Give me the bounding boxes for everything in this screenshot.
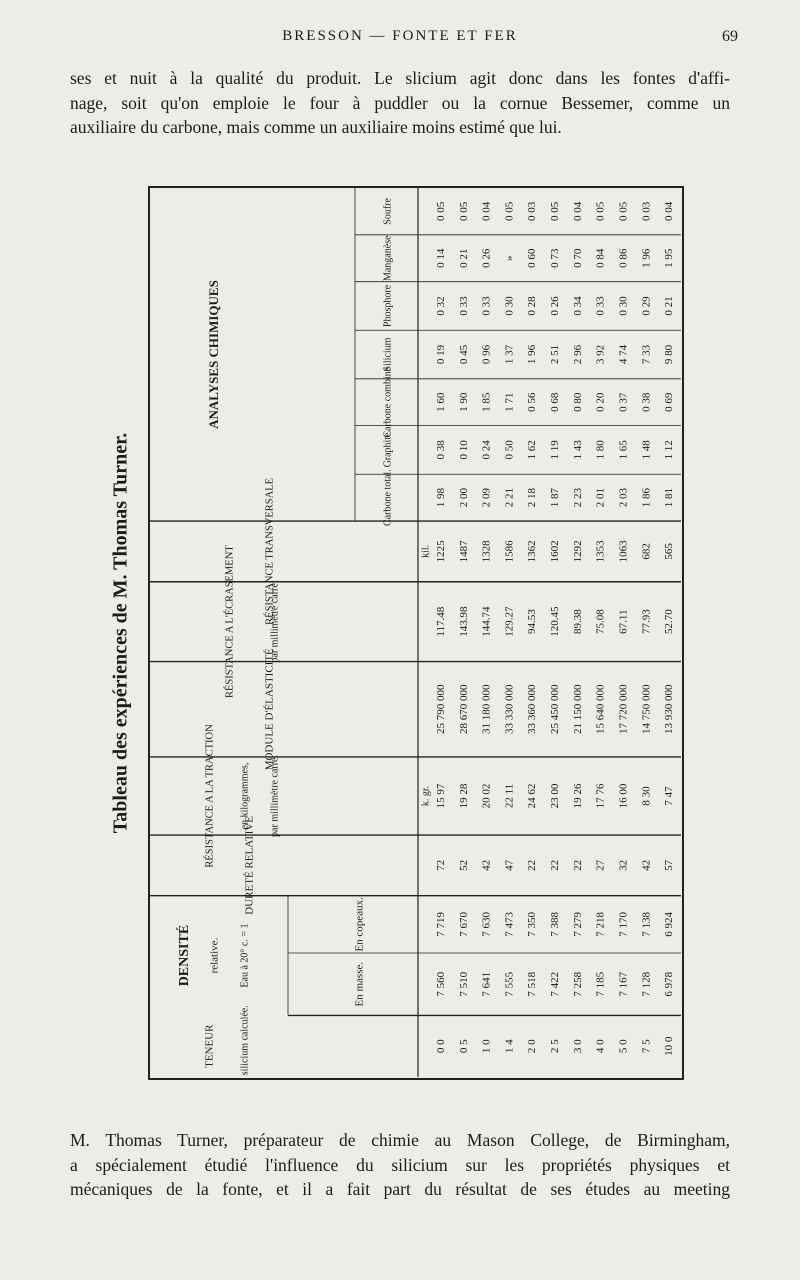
page-number: 69: [722, 28, 738, 45]
header-silicium: Silicium: [382, 337, 394, 372]
table-cell: 7 422: [549, 971, 562, 997]
header-durete: DURETÉ RELATIVE: [243, 816, 256, 915]
table-cell: 0 29: [640, 296, 653, 316]
table-cell: 1 71: [503, 392, 516, 412]
table-cell: 94.53: [526, 609, 539, 635]
table-cell: 1 81: [663, 488, 676, 508]
table-cell: 0 28: [526, 296, 539, 316]
paragraph-bottom: [70, 1128, 730, 1202]
table-cell: 1353: [594, 540, 607, 563]
table-cell: 0 30: [617, 296, 630, 316]
table-cell: 47: [503, 859, 516, 871]
table-cell: 19 26: [571, 783, 584, 809]
table-cell: 0 84: [594, 248, 607, 268]
table-cell: 31 180 000: [480, 684, 493, 735]
table-cell: 7 279: [571, 911, 584, 937]
table-cell: 27: [594, 859, 607, 871]
data-table: [148, 186, 684, 1080]
table-cell: 0 0: [434, 1039, 447, 1054]
table-cell: 3 0: [571, 1039, 584, 1054]
table-cell: 1 87: [549, 488, 562, 508]
table-cell: 0 05: [549, 201, 562, 222]
text-line: M. Thomas Turner, préparateur de chimie au Mason College, de Birmingham,: [70, 1130, 730, 1150]
table-cell: 1 19: [549, 440, 562, 460]
table-cell: 0 50: [503, 440, 516, 460]
table-cell: 1487: [457, 540, 470, 563]
paragraph-top: [70, 66, 730, 140]
header-carbone-total: Carbone total.: [382, 469, 394, 526]
header-ecrasement: RÉSISTANCE A L'ÉCRASEMENT: [224, 545, 236, 699]
table-cell: 25 450 000: [549, 684, 562, 735]
table-cell: 0 60: [526, 248, 539, 268]
table-cell: 0 05: [617, 201, 630, 222]
table-cell: 0 96: [480, 344, 493, 365]
table-cell: 0 05: [594, 201, 607, 222]
table-cell: 7 350: [526, 911, 539, 937]
table-cell: 0 30: [503, 296, 516, 316]
table-cell: 22 11: [503, 783, 516, 809]
header-analyses: ANALYSES CHIMIQUES: [205, 280, 221, 429]
table-cell: 20 02: [480, 783, 493, 809]
table-cell: 1 65: [617, 440, 630, 460]
table-cell: 1328: [480, 540, 493, 563]
table-cell: 0 26: [480, 248, 493, 268]
table-cell: 2 01: [594, 488, 607, 508]
header-transversale: RÉSISTANCE TRANSVERSALE: [264, 477, 276, 625]
table-cell: 75.08: [594, 609, 607, 635]
table-cell: 7 473: [503, 911, 516, 937]
header-soufre: Soufre: [382, 198, 394, 225]
table-cell: 5 0: [617, 1039, 630, 1054]
table-cell: 7 170: [617, 911, 630, 937]
table-cell: 2 03: [617, 488, 630, 508]
header-densite-eau: Eau à 20° c. = 1: [239, 923, 251, 988]
table-cell: 0 33: [457, 296, 470, 316]
table-cell: 21 150 000: [571, 684, 584, 735]
header-traction-unit: k. gr.: [420, 785, 432, 807]
table-cell: 7 641: [480, 971, 493, 997]
table-cell: 0 5: [457, 1039, 470, 1054]
table-cell: 1362: [526, 540, 539, 563]
table-cell: 1 48: [640, 440, 653, 460]
header-graphite: Graphite: [382, 432, 394, 468]
table-cell: 2 5: [549, 1039, 562, 1054]
table-cell: 1 96: [526, 344, 539, 365]
table-cell: 42: [640, 859, 653, 871]
table-cell: 682: [640, 543, 653, 560]
table-cell: 22: [526, 859, 539, 871]
table-cell: 0 33: [480, 296, 493, 316]
table-cell: 7 258: [571, 971, 584, 997]
table-cell: 0 19: [434, 344, 447, 365]
table-cell: 2 00: [457, 488, 470, 508]
data-table-svg: [150, 188, 681, 1077]
table-cell: 1 98: [434, 488, 447, 508]
table-cell: 15 640 000: [594, 684, 607, 735]
table-cell: 7 630: [480, 911, 493, 937]
table-cell: 14 750 000: [640, 684, 653, 735]
table-cell: 1 0: [480, 1039, 493, 1054]
table-cell: »: [503, 255, 516, 262]
table-cell: 1586: [503, 540, 516, 563]
header-phosphore: Phosphore: [382, 284, 394, 328]
header-traction-mm: par millimètre carré.: [269, 755, 281, 837]
table-cell: 7 719: [434, 911, 447, 937]
table-cell: 1 95: [663, 248, 676, 268]
table-cell: 72: [434, 859, 447, 871]
text-line: mécaniques de la fonte, et il a fait part du résultat de ses études au meeting: [70, 1179, 730, 1199]
table-cell: 0 04: [663, 201, 676, 222]
table-cell: 7 33: [640, 344, 653, 365]
table-cell: 0 20: [594, 392, 607, 412]
header-traction: RÉSISTANCE A LA TRACTION: [204, 724, 216, 868]
text-line: ses et nuit à la qualité du produit. Le slicium agit donc dans les fontes d'affi-: [70, 68, 730, 88]
table-cell: 42: [480, 859, 493, 871]
table-cell: 7 560: [434, 971, 447, 997]
table-cell: 7 510: [457, 971, 470, 997]
table-cell: 67.11: [617, 609, 630, 634]
table-cell: 7 128: [640, 971, 653, 997]
table-cell: 15 97: [434, 783, 447, 809]
table-cell: 0 38: [434, 440, 447, 460]
table-cell: 120.45: [549, 606, 562, 637]
table-cell: 7 5: [640, 1039, 653, 1054]
table-cell: 7 218: [594, 911, 607, 937]
table-cell: 23 00: [549, 783, 562, 809]
table-cell: 9 80: [663, 344, 676, 365]
table-cell: 52: [457, 859, 470, 871]
header-transversale-unit: kil.: [420, 544, 432, 558]
table-cell: 117.48: [434, 606, 447, 637]
table-cell: 1225: [434, 540, 447, 563]
table-cell: 0 26: [549, 296, 562, 316]
table-cell: 0 24: [480, 440, 493, 460]
table-cell: 2 96: [571, 344, 584, 365]
table-cell: 4 74: [617, 344, 630, 365]
table-cell: 1 43: [571, 440, 584, 460]
table-cell: 0 05: [434, 201, 447, 222]
table-cell: 1 62: [526, 440, 539, 460]
table-cell: 7 518: [526, 971, 539, 997]
table-cell: 2 0: [526, 1039, 539, 1054]
table-cell: 0 04: [571, 201, 584, 222]
header-densite: DENSITÉ: [177, 924, 193, 987]
running-title: BRESSON — FONTE ET FER: [282, 28, 518, 44]
table-cell: 0 70: [571, 248, 584, 268]
table-cell: 57: [663, 859, 676, 871]
table-cell: 2 09: [480, 488, 493, 508]
table-cell: 3 92: [594, 344, 607, 365]
table-cell: 22: [549, 859, 562, 871]
header-carbone-combine: Carbone combiné: [382, 366, 394, 438]
table-cell: 13 930 000: [663, 684, 676, 735]
header-teneur: TENEUR: [203, 1024, 216, 1068]
table-cell: 89.38: [571, 609, 584, 635]
table-cell: 129.27: [503, 606, 516, 637]
table-cell: 17 76: [594, 783, 607, 809]
table-cell: 1292: [571, 540, 584, 563]
table-cell: 52.70: [663, 609, 676, 635]
table-cell: 0 10: [457, 440, 470, 460]
table-cell: 0 32: [434, 296, 447, 316]
table-cell: 19 28: [457, 783, 470, 809]
table-cell: 10 0: [663, 1036, 676, 1056]
table-cell: 1 4: [503, 1039, 516, 1054]
table-cell: 6 978: [663, 971, 676, 997]
header-elasticite: MODULE D'ÉLASTICITÉ: [263, 648, 276, 771]
header-en-masse: En masse.: [353, 961, 366, 1007]
table-cell: 0 03: [526, 201, 539, 222]
table-cell: 16 00: [617, 783, 630, 809]
table-cell: 0 34: [571, 296, 584, 316]
table-cell: 33 330 000: [503, 684, 516, 735]
header-manganese: Manganèse: [382, 235, 394, 282]
table-cell: 7 167: [617, 971, 630, 997]
header-teneur-sub: en silicium calculée.: [239, 1005, 251, 1077]
table-cell: 0 80: [571, 392, 584, 412]
table-cell: 1063: [617, 540, 630, 563]
table-cell: 0 68: [549, 392, 562, 412]
table-cell: 24 62: [526, 783, 539, 809]
table-cell: 2 18: [526, 488, 539, 508]
table-cell: 1 60: [434, 392, 447, 412]
table-cell: 0 45: [457, 344, 470, 365]
header-traction-kg: en kilogrammes,: [239, 762, 251, 830]
table-cell: 7 555: [503, 971, 516, 997]
table-cell: 33 360 000: [526, 684, 539, 735]
table-cell: 32: [617, 859, 630, 871]
table-cell: 0 21: [663, 296, 676, 316]
table-cell: 1 12: [663, 440, 676, 460]
table-cell: 0 21: [457, 248, 470, 268]
table-cell: 22: [571, 859, 584, 871]
table-cell: 8 30: [640, 786, 653, 806]
table-cell: 0 05: [457, 201, 470, 222]
running-header: [0, 28, 800, 52]
table-cell: 17 720 000: [617, 684, 630, 735]
table-cell: 7 388: [549, 911, 562, 937]
table-cell: 0 56: [526, 392, 539, 412]
table-cell: 144.74: [480, 606, 493, 637]
table-cell: 0 38: [640, 392, 653, 412]
table-cell: 6 924: [663, 911, 676, 937]
table-cell: 7 185: [594, 971, 607, 997]
table-cell: 1 96: [640, 248, 653, 268]
table-cell: 1602: [549, 540, 562, 563]
table-cell: 25 790 000: [434, 684, 447, 735]
table-cell: 0 14: [434, 248, 447, 268]
table-cell: 0 03: [640, 201, 653, 222]
table-cell: 2 21: [503, 488, 516, 508]
table-cell: 0 73: [549, 248, 562, 268]
table-cell: 0 37: [617, 392, 630, 412]
table-cell: 0 86: [617, 248, 630, 268]
table-cell: 77.93: [640, 609, 653, 635]
table-cell: 2 23: [571, 488, 584, 508]
table-cell: 1 86: [640, 488, 653, 508]
table-cell: 2 51: [549, 344, 562, 365]
table-cell: 0 33: [594, 296, 607, 316]
header-ecrasement-mm: par millimètre carré.: [269, 580, 281, 663]
table-cell: 1 90: [457, 392, 470, 412]
table-cell: 0 05: [503, 201, 516, 222]
table-cell: 0 04: [480, 201, 493, 222]
table-cell: 7 47: [663, 786, 676, 806]
text-line: nage, soit qu'on emploie le four à puddler ou la cornue Bessemer, comme un: [70, 92, 730, 113]
table-cell: 7 138: [640, 911, 653, 937]
text-line: auxiliaire du carbone, mais comme un auxiliaire moins estimé que lui.: [70, 117, 562, 137]
table-cell: 565: [663, 543, 676, 560]
text-line: a spécialement étudié l'influence du silicium sur les propriétés physiques et: [70, 1154, 730, 1175]
table-title: Tableau des expériences de M. Thomas Turner.: [109, 432, 132, 834]
table-cell: 1 85: [480, 392, 493, 412]
table-cell: 143.98: [457, 606, 470, 637]
header-densite-relative: relative.: [208, 937, 221, 974]
header-en-copeaux: En copeaux.: [353, 897, 366, 952]
table-cell: 4 0: [594, 1039, 607, 1054]
table-cell: 1 80: [594, 440, 607, 460]
table-cell: 1 37: [503, 344, 516, 365]
table-cell: 7 670: [457, 911, 470, 937]
table-cell: 0 69: [663, 392, 676, 412]
table-cell: 28 670 000: [457, 684, 470, 735]
